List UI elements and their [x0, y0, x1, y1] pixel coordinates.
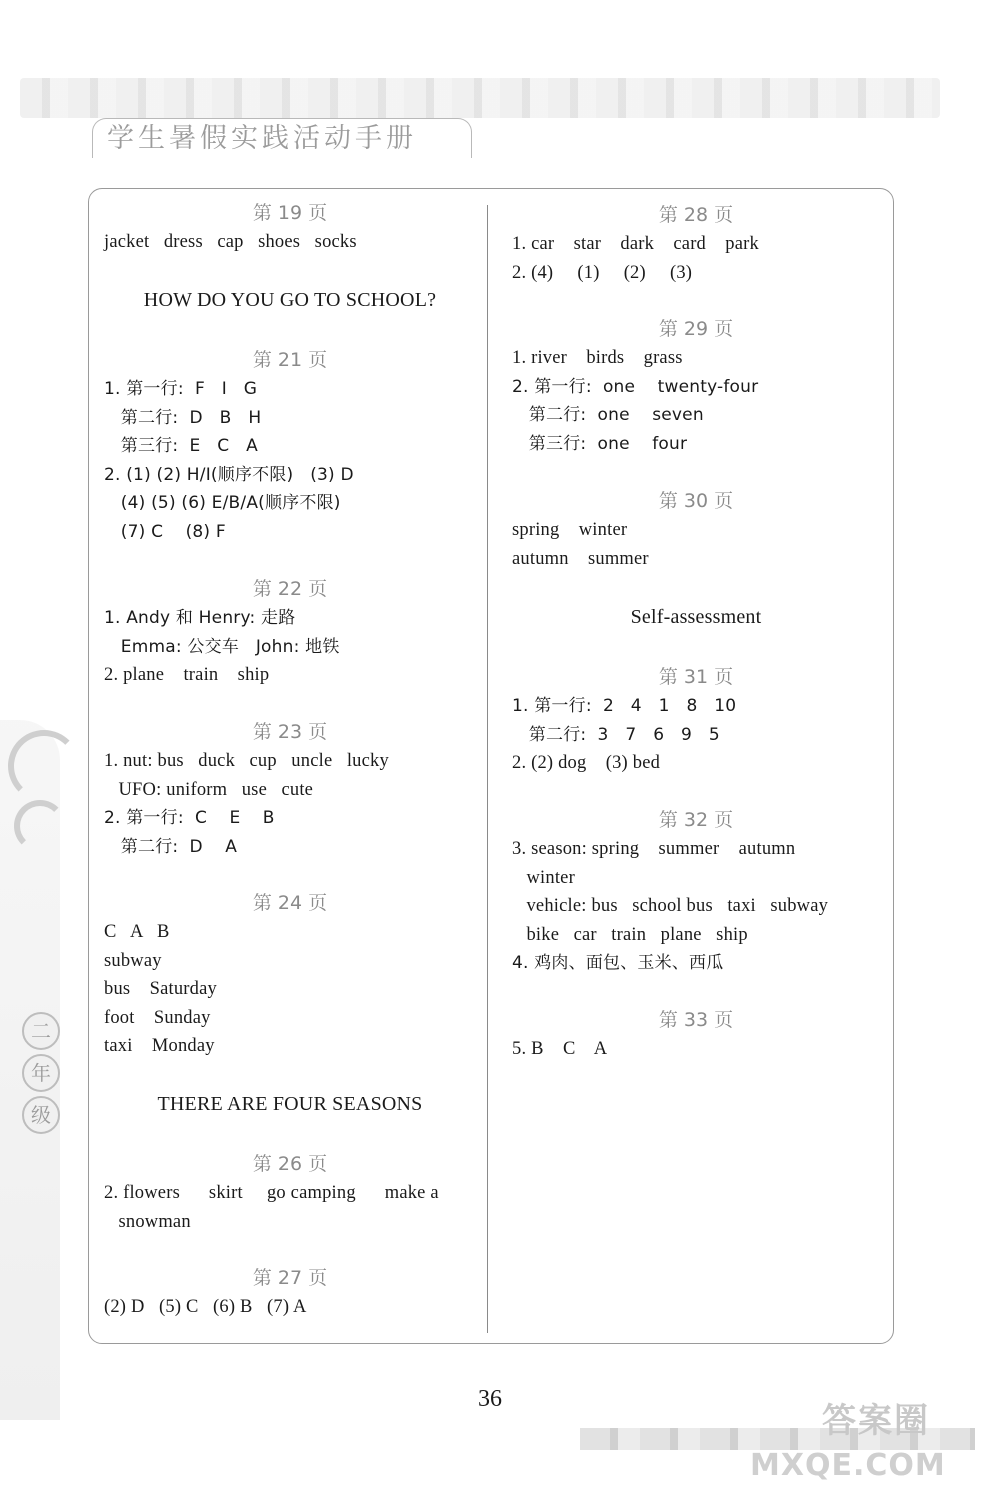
grade-char: 二 — [22, 1012, 60, 1050]
answer-line: 2. plane train ship — [104, 665, 270, 685]
answer-line: 1. 第一行: F I G — [104, 379, 258, 399]
answer-line: 1. river birds grass — [512, 348, 683, 368]
grade-label — [22, 1012, 62, 1138]
answer-line: bus Saturday — [104, 979, 217, 999]
answer-line: (2) D (5) C (6) B (7) A — [104, 1297, 307, 1317]
answer-line: 2. (4) (1) (2) (3) — [512, 262, 693, 283]
answer-line: foot Sunday — [104, 1007, 211, 1028]
page-heading: 第 33 页 — [658, 1009, 734, 1031]
answer-line: Emma: 公交车 John: 地铁 — [104, 636, 340, 657]
answer-line: 1. Andy 和 Henry: 走路 — [104, 608, 296, 628]
answer-line: 第二行: D A — [104, 836, 238, 857]
unit-title-text: Self-assessment — [630, 606, 762, 628]
watermark-url: MXQE.COM — [750, 1448, 946, 1483]
unit-title — [104, 284, 476, 316]
answer-line: jacket dress cap shoes socks — [104, 232, 357, 252]
answer-line: C A B — [104, 922, 170, 942]
answer-line: 第二行: one seven — [512, 405, 704, 425]
answer-line: UFO: uniform use cute — [104, 779, 314, 800]
page-heading: 第 24 页 — [252, 892, 328, 914]
section-p19 — [104, 198, 476, 257]
section-p33 — [512, 1005, 880, 1064]
answer-line: 5. B C A — [512, 1039, 608, 1059]
answer-line: 2. 第一行: one twenty-four — [512, 376, 759, 397]
column-divider — [487, 205, 488, 1333]
page-heading: 第 30 页 — [658, 490, 734, 512]
answer-line: bike car train plane ship — [512, 924, 748, 945]
unit-title-text: HOW DO YOU GO TO SCHOOL? — [143, 289, 437, 311]
answer-line: 1. 第一行: 2 4 1 8 10 — [512, 696, 737, 716]
section-p29 — [512, 314, 880, 458]
page-heading: 第 26 页 — [252, 1153, 328, 1175]
answer-line: 3. season: spring summer autumn — [512, 839, 796, 859]
answer-line: 第三行: one four — [512, 433, 688, 454]
section-p32 — [512, 805, 880, 978]
page-heading: 第 23 页 — [252, 721, 328, 743]
answer-line: 2. (1) (2) H/I(顺序不限) (3) D — [104, 464, 354, 485]
section-p24 — [104, 888, 476, 1061]
answer-line: winter — [512, 867, 575, 888]
answer-line: (7) C (8) F — [104, 521, 226, 542]
book-title: 学生暑假实践活动手册 — [92, 118, 472, 158]
section-p31 — [512, 662, 880, 778]
page-heading: 第 32 页 — [658, 809, 734, 831]
swirl-decoration — [8, 730, 80, 802]
section-p23 — [104, 717, 476, 861]
page-heading: 第 22 页 — [252, 578, 328, 600]
page-heading: 第 31 页 — [658, 666, 734, 688]
page-heading: 第 27 页 — [252, 1267, 328, 1289]
swirl-decoration — [14, 800, 66, 852]
answer-line: 4. 鸡肉、面包、玉米、西瓜 — [512, 953, 724, 973]
section-p30 — [512, 486, 880, 573]
section-p26 — [104, 1149, 476, 1236]
answer-line: (4) (5) (6) E/B/A(顺序不限) — [104, 493, 341, 513]
answer-line: vehicle: bus school bus taxi subway — [512, 896, 829, 916]
answer-line: spring winter — [512, 520, 628, 540]
page-heading: 第 21 页 — [252, 349, 328, 371]
header-decoration-band — [20, 78, 940, 118]
page-number: 36 — [478, 1386, 502, 1412]
page-heading: 第 29 页 — [658, 318, 734, 340]
answer-line: 第二行: 3 7 6 9 5 — [512, 724, 720, 745]
section-p21 — [104, 345, 476, 546]
grade-char: 级 — [22, 1096, 60, 1134]
answer-line: 1. nut: bus duck cup uncle lucky — [104, 751, 389, 771]
answer-line: 1. car star dark card park — [512, 234, 759, 254]
answer-line: autumn summer — [512, 548, 649, 569]
unit-title-text: THERE ARE FOUR SEASONS — [157, 1093, 423, 1115]
grade-char: 年 — [22, 1054, 60, 1092]
watermark-logo: 答案圈 — [822, 1401, 930, 1441]
unit-title — [512, 601, 880, 633]
answer-line: subway — [104, 950, 162, 971]
page-heading: 第 19 页 — [252, 202, 328, 224]
answer-line: 第二行: D B H — [104, 407, 262, 428]
answer-line: 第三行: E C A — [104, 436, 259, 456]
answer-line: snowman — [104, 1211, 191, 1232]
section-p27 — [104, 1263, 476, 1322]
answer-line: 2. 第一行: C E B — [104, 808, 275, 828]
answer-line: taxi Monday — [104, 1036, 215, 1056]
section-p28 — [512, 200, 880, 287]
answer-line: 2. flowers skirt go camping make a — [104, 1183, 439, 1203]
page-heading: 第 28 页 — [658, 204, 734, 226]
unit-title — [104, 1088, 476, 1120]
section-p22 — [104, 574, 476, 690]
answer-line: 2. (2) dog (3) bed — [512, 753, 661, 773]
